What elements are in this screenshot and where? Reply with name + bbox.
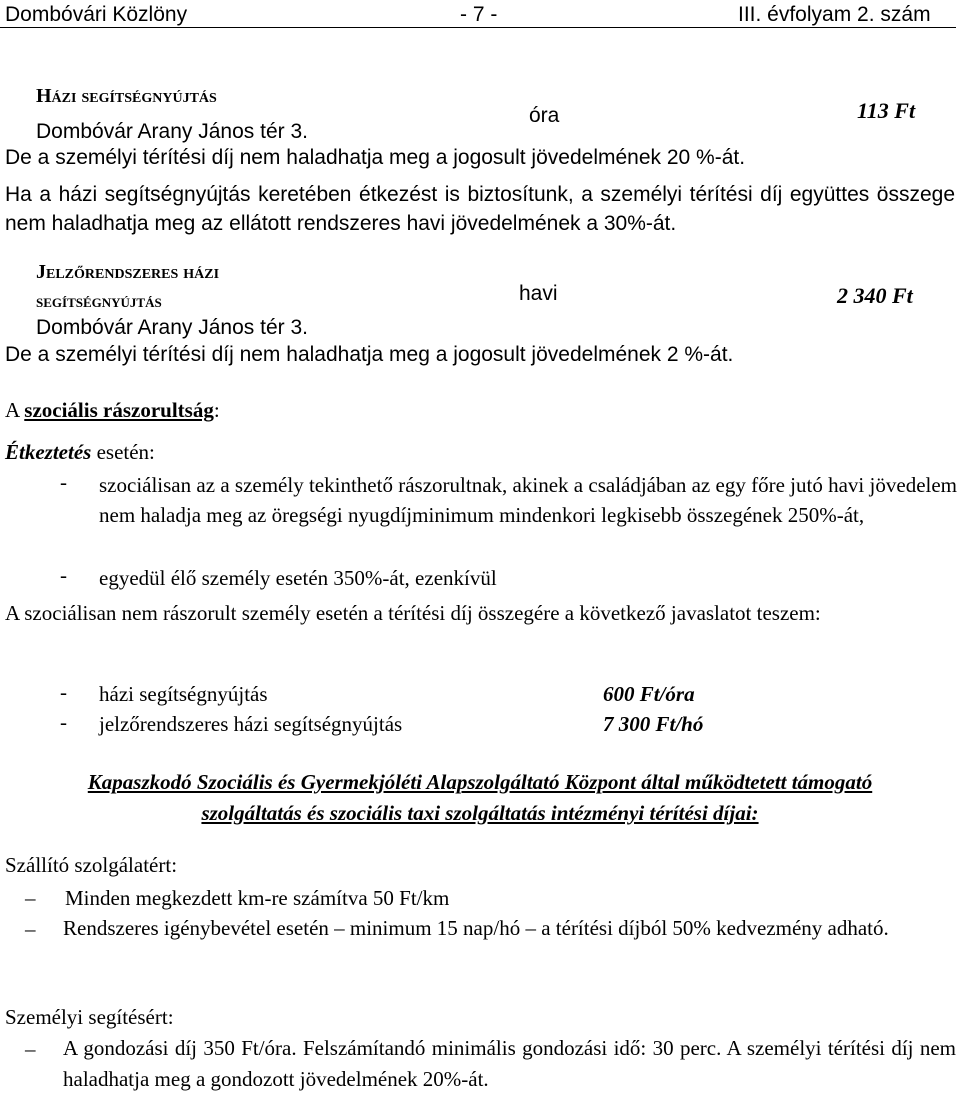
hazi-price: 113 Ft bbox=[857, 98, 916, 123]
jelzo-note: De a személyi térítési díj nem haladhatja meg a jogosult jövedelmének 2 %-át. bbox=[5, 343, 734, 366]
jelzo-title-line2: segítségnyújtás bbox=[36, 291, 162, 312]
raszorultsag-suffix: : bbox=[213, 398, 220, 422]
jelzo-unit: havi bbox=[519, 282, 558, 305]
raszorultsag-heading-bold: szociális rászorultság bbox=[24, 398, 214, 422]
kapaszkodo-title-line1: Kapaszkodó Szociális és Gyermekjóléti Alapszolgáltató Központ által működtetett támogató bbox=[87, 770, 873, 794]
szemelyi-heading: Személyi segítésért: bbox=[5, 1005, 174, 1029]
proposal-price: 600 Ft/óra bbox=[603, 682, 695, 706]
list-emdash: – bbox=[25, 886, 36, 910]
proposal-price: 7 300 Ft/hó bbox=[603, 712, 704, 736]
header-rule bbox=[0, 27, 956, 28]
proposal-label: házi segítségnyújtás bbox=[99, 682, 268, 706]
hazi-unit: óra bbox=[529, 104, 560, 127]
jelzo-price: 2 340 Ft bbox=[837, 283, 913, 308]
szemelyi-item-text: A gondozási díj 350 Ft/óra. Felszámítandó minimális gondozási idő: 30 perc. A személyi térítési díj nem haladhatja meg a gondozott jövedelmének 20%-át. bbox=[63, 1036, 956, 1091]
hazi-title: Házi segítségnyújtás bbox=[36, 85, 217, 107]
szallito-heading: Szállító szolgálatért: bbox=[5, 853, 178, 877]
raszorultsag-paragraph: A szociálisan nem rászorult személy esetén a térítési díj összegére a következő javaslatot teszem: bbox=[5, 601, 821, 625]
jelzo-title-line1: Jelzőrendszeres házi bbox=[36, 261, 220, 283]
proposal-label: jelzőrendszeres házi segítségnyújtás bbox=[99, 712, 403, 736]
szallito-item-text: Minden megkezdett km-re számítva 50 Ft/km bbox=[65, 886, 450, 910]
list-dash: - bbox=[60, 563, 67, 587]
header-page-number: - 7 - bbox=[460, 3, 498, 26]
etkeztetes-rest: esetén: bbox=[91, 440, 155, 464]
raszorultsag-heading bbox=[5, 400, 220, 421]
jelzo-address: Dombóvár Arany János tér 3. bbox=[36, 316, 308, 339]
hazi-paragraph: Ha a házi segítségnyújtás keretében étkezést is biztosítunk, a személyi térítési díj együttes összege nem haladhatja meg az ellátott rendszeres havi jövedelmének a 30%-át. bbox=[5, 183, 955, 235]
etkeztetes-subheading bbox=[5, 442, 155, 463]
list-dash: - bbox=[60, 680, 67, 704]
list-dash: - bbox=[60, 710, 67, 734]
etkeztetes-label: Étkeztetés bbox=[5, 440, 92, 464]
list-item-text: szociálisan az a személy tekinthető rászorultnak, akinek a családjában az egy főre jutó havi jövedelem nem haladja meg az öregségi nyugdíjminimum mindenkori legkisebb összegének 250%-át, bbox=[99, 473, 957, 527]
szallito-item-text: Rendszeres igénybevétel esetén – minimum 15 nap/hó – a térítési díjból 50% kedvezmény adható. bbox=[63, 916, 889, 940]
raszorultsag-prefix: A bbox=[5, 398, 25, 422]
list-dash: - bbox=[60, 470, 67, 494]
header-publication: Dombóvári Közlöny bbox=[5, 3, 188, 26]
list-emdash: – bbox=[25, 917, 36, 941]
list-emdash: – bbox=[25, 1037, 36, 1061]
hazi-note: De a személyi térítési díj nem haladhatja meg a jogosult jövedelmének 20 %-át. bbox=[5, 146, 746, 169]
list-item-text: egyedül élő személy esetén 350%-át, ezenkívül bbox=[99, 566, 497, 590]
header-issue: III. évfolyam 2. szám bbox=[738, 3, 931, 26]
kapaszkodo-title-line2: szolgáltatás és szociális taxi szolgáltatás intézményi térítési díjai: bbox=[201, 801, 759, 825]
hazi-address: Dombóvár Arany János tér 3. bbox=[36, 120, 308, 143]
